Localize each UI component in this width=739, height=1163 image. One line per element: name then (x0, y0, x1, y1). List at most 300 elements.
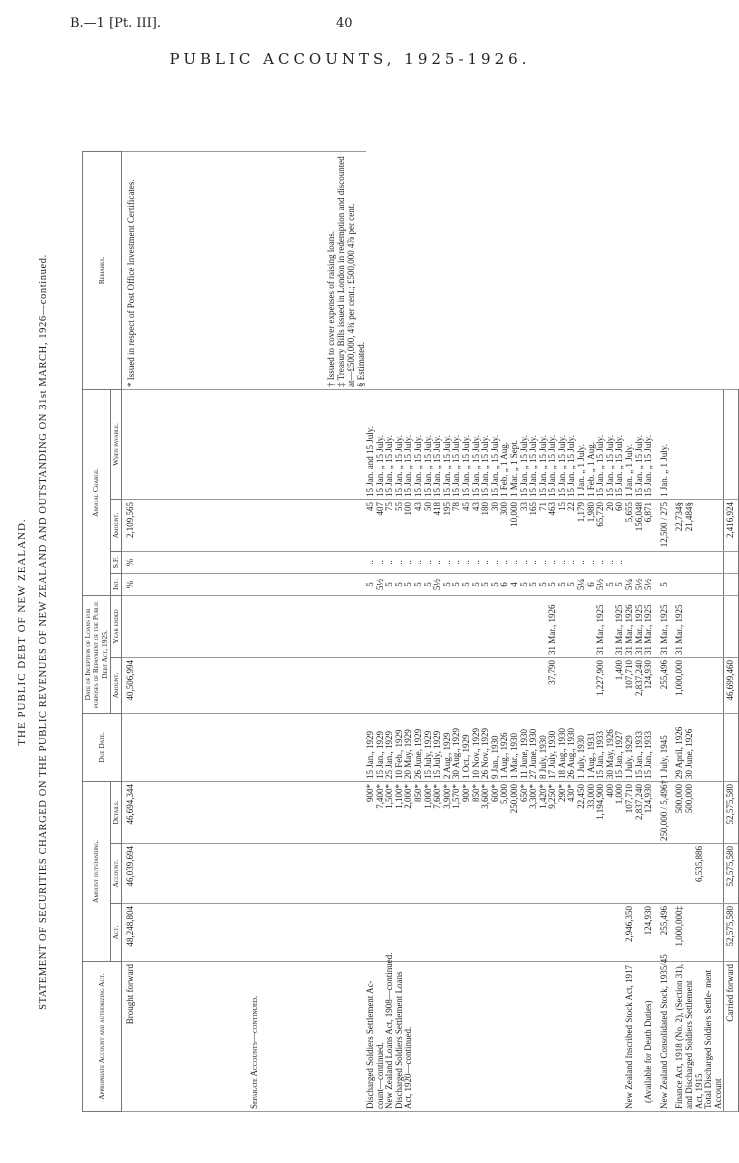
row-details: 250,000 (510, 781, 520, 843)
nz-row1-ry: 31 Mar., 1926 (625, 595, 635, 657)
detail-row (404, 151, 414, 1111)
row-account (587, 844, 597, 904)
col-annual-charge: Annual Charge. (83, 389, 111, 595)
row-due-date: 10 Nov., 1929 (472, 713, 482, 781)
row-rate: 5½ (376, 573, 386, 595)
row-due-date: 15 Jan., 1929 (376, 713, 386, 781)
row-label (462, 962, 472, 1112)
row-when-payable: 15 Jan. „ 15 July. (596, 389, 606, 499)
row-red-amount (472, 657, 482, 713)
row-red-year (529, 595, 539, 657)
row-due-date: 15 Jan., 1929 (366, 713, 376, 781)
row-when-payable: 15 Jan. „ 15 July. (567, 389, 577, 499)
row-label (481, 962, 491, 1112)
row-rate: 5 (404, 573, 414, 595)
row-label (443, 962, 453, 1112)
row-account (452, 844, 462, 904)
row-red-amount: 1,227,900 (596, 657, 606, 713)
nz-row3-rate: 5½ (644, 573, 654, 595)
detail-row (529, 151, 539, 1111)
row-sf: .. (520, 551, 530, 573)
table-subcaption: STATEMENT OF SECURITIES CHARGED ON THE PUBLIC REVENUES OF NEW ZEALAND AND OUTSTANDING ON 31st MARCH, 1926—continued. (38, 254, 49, 1010)
row-amount: 15 (558, 499, 568, 551)
row-sf: .. (404, 551, 414, 573)
brought-forward-label: Brought forward (122, 962, 246, 1112)
row-act (481, 904, 491, 962)
row-amount: 60 (615, 499, 625, 551)
row-red-year (510, 595, 520, 657)
row-label (491, 962, 501, 1112)
bf-amount: 2,109,565 (122, 499, 246, 551)
row-details: 850* (472, 781, 482, 843)
row-label (424, 962, 434, 1112)
carried-forward-row (724, 151, 739, 1111)
detail-row (596, 151, 606, 1111)
detail-row (567, 151, 577, 1111)
row-when-payable: 15 Jan. „ 15 July. (481, 389, 491, 499)
row-rate: 5½ (596, 573, 606, 595)
row-red-amount (376, 657, 386, 713)
row-due-date: 15 July, 1929 (424, 713, 434, 781)
consolidated-act: 255,496 (654, 904, 670, 962)
debt-table (82, 151, 739, 1112)
row-act (606, 904, 616, 962)
row-due-date: 26 Aug., 1930 (567, 713, 577, 781)
row-when-payable: 15 Jan. „ 15 July. (491, 389, 501, 499)
row-when-payable: 15 Jan. „ 15 July. (558, 389, 568, 499)
row-rate: 5 (472, 573, 482, 595)
row-amount: 43 (414, 499, 424, 551)
detail-row (462, 151, 472, 1111)
row-red-year (366, 595, 376, 657)
row-red-amount (395, 657, 405, 713)
row-due-date: 1 July, 1930 (577, 713, 587, 781)
row-red-year (567, 595, 577, 657)
row-account (548, 844, 558, 904)
consolidated-amount: 12,500 / 275 (654, 499, 670, 551)
detail-row (433, 151, 443, 1111)
nz-row1-details: 107,710 (625, 781, 635, 843)
row-account (529, 844, 539, 904)
row-details: 1,194,900 (596, 781, 606, 843)
row-sf: .. (500, 551, 510, 573)
row-act (452, 904, 462, 962)
row-amount: 463 (548, 499, 558, 551)
row-red-amount (500, 657, 510, 713)
row-due-date: 15 July, 1929 (433, 713, 443, 781)
row-label (558, 962, 568, 1112)
row-details: 3,900* (443, 781, 453, 843)
nz-row1-due: 1 July, 1929 (625, 713, 635, 781)
row-red-amount (404, 657, 414, 713)
row-red-year (462, 595, 472, 657)
row-red-year: 31 Mar., 1926 (548, 595, 558, 657)
row-amount: 71 (539, 499, 549, 551)
row-label (596, 962, 606, 1112)
row-act (500, 904, 510, 962)
row-details: 5,000 (500, 781, 510, 843)
col-red-amount: Amount. (110, 657, 121, 713)
row-details: 3,600* (481, 781, 491, 843)
col-due-date: Due Date. (83, 713, 122, 781)
row-label (577, 962, 587, 1112)
row-rate: 5 (481, 573, 491, 595)
row-due-date: 9 Jan., 1930 (491, 713, 501, 781)
row-act (472, 904, 482, 962)
row-label (510, 962, 520, 1112)
section-heading: Separate Accounts—continued. (246, 962, 366, 1112)
row-details: 1,000 (615, 781, 625, 843)
detail-row (491, 151, 501, 1111)
row-due-date: 10 Feb., 1929 (395, 713, 405, 781)
row-sf: .. (606, 551, 616, 573)
row-account (510, 844, 520, 904)
row-rate: 5 (548, 573, 558, 595)
finance-amount: 22,734§ 21,484§ (669, 499, 723, 551)
row-amount: 33 (520, 499, 530, 551)
row-when-payable: 15 Jan. and 15 July. (366, 389, 376, 499)
row-act (587, 904, 597, 962)
nz-row2-due: 15 Jan., 1933 (635, 713, 645, 781)
row-when-payable: 1 Feb. „ 1 Aug. (587, 389, 597, 499)
row-rate: 5 (529, 573, 539, 595)
bf-red-amount: 40,506,994 (122, 657, 246, 713)
row-account (424, 844, 434, 904)
col-int: Int. (110, 573, 121, 595)
nz-row3-amount: 6,871 (644, 499, 654, 551)
row-red-amount (510, 657, 520, 713)
row-details: 33,000 (587, 781, 597, 843)
row-red-amount (558, 657, 568, 713)
nz-row2-amount: 156,048 (635, 499, 645, 551)
row-due-date: 15 Jan., 1933 (596, 713, 606, 781)
row-when-payable: 15 Jan. „ 15 July. (414, 389, 424, 499)
row-label (529, 962, 539, 1112)
row-details: 9,250* (548, 781, 558, 843)
row-due-date: 15 Jan., 1927 (615, 713, 625, 781)
nz-row2-rate: 5½ (635, 573, 645, 595)
row-due-date: 1 Mar., 1930 (510, 713, 520, 781)
row-account (567, 844, 577, 904)
row-amount: 45 (366, 499, 376, 551)
row-rate: 5 (385, 573, 395, 595)
row-due-date: 1 Oct., 1929 (462, 713, 472, 781)
row-act (395, 904, 405, 962)
row-due-date: 20 May, 1929 (404, 713, 414, 781)
row-act (577, 904, 587, 962)
nz-inscribed-label: New Zealand Inscribed Stock Act, 1917 (625, 962, 635, 1112)
row-rate: 5 (558, 573, 568, 595)
detail-row (395, 151, 405, 1111)
row-label (472, 962, 482, 1112)
row-due-date: 17 July, 1930 (548, 713, 558, 781)
row-red-year (577, 595, 587, 657)
row-red-amount: 1,400 (615, 657, 625, 713)
row-account (443, 844, 453, 904)
row-red-year: 31 Mar., 1925 (615, 595, 625, 657)
row-rate: 5 (491, 573, 501, 595)
nz-inscribed-act: 2,946,350 (625, 904, 635, 962)
row-sf: .. (414, 551, 424, 573)
col-details: Details. (110, 781, 121, 843)
bf-account: 46,039,694 (122, 844, 246, 904)
row-when-payable: 15 Jan. „ 15 July. (520, 389, 530, 499)
row-details: 1,000* (424, 781, 434, 843)
row-red-year (481, 595, 491, 657)
consolidated-when: 1 Jan. „ 1 July. (654, 389, 670, 499)
row-due-date: 11 June, 1930 (520, 713, 530, 781)
row-amount: 55 (395, 499, 405, 551)
row-label (587, 962, 597, 1112)
row-when-payable: 15 Jan. „ 15 July. (462, 389, 472, 499)
row-red-amount (529, 657, 539, 713)
consolidated-due: 1 July, 1945 (654, 713, 670, 781)
col-amount-outstanding: Amount outstanding. (83, 781, 111, 961)
row-sf: .. (376, 551, 386, 573)
row-rate: 5 (462, 573, 472, 595)
row-details: 430* (567, 781, 577, 843)
row-amount: 407 (376, 499, 386, 551)
row-red-amount (491, 657, 501, 713)
row-account (462, 844, 472, 904)
row-account (385, 844, 395, 904)
row-when-payable: 15 Jan. „ 15 July. (433, 389, 443, 499)
page-header-left: B.—1 [Pt. III]. (70, 16, 162, 31)
row-red-amount: 37,790 (548, 657, 558, 713)
row-red-year (376, 595, 386, 657)
detail-row (385, 151, 395, 1111)
row-act (596, 904, 606, 962)
row-rate: 6 (500, 573, 510, 595)
row-act (520, 904, 530, 962)
consolidated-rate: 5 (654, 573, 670, 595)
row-act (443, 904, 453, 962)
row-red-year (424, 595, 434, 657)
row-red-year (433, 595, 443, 657)
row-account (558, 844, 568, 904)
row-when-payable: 15 Jan. „ 15 July. (529, 389, 539, 499)
row-account (615, 844, 625, 904)
row-when-payable: 1 Jan. „ 1 July. (577, 389, 587, 499)
row-label: Discharged Soldiers Settlement Loans (395, 962, 405, 1112)
nz-row3-details: 124,930 (644, 781, 654, 843)
row-red-year (491, 595, 501, 657)
row-when-payable: 15 Jan. „ 15 July. (376, 389, 386, 499)
cf-account: 52,575,580 (724, 844, 739, 904)
row-act (414, 904, 424, 962)
row-rate: 5 (615, 573, 625, 595)
row-sf: .. (443, 551, 453, 573)
row-when-payable: 1 Feb. „ 1 Aug. (500, 389, 510, 499)
row-account (395, 844, 405, 904)
row-red-amount (452, 657, 462, 713)
row-sf: .. (558, 551, 568, 573)
row-when-payable: 15 Jan. „ 15 July. (424, 389, 434, 499)
row-sf: .. (385, 551, 395, 573)
row-due-date: 30 Aug., 1929 (452, 713, 462, 781)
remark-post-office: * Issued in respect of Post Office Investment Certificates. (126, 179, 136, 387)
row-sf: .. (491, 551, 501, 573)
row-red-year: 31 Mar., 1925 (596, 595, 606, 657)
detail-row (443, 151, 453, 1111)
col-act: Appropriate Account and authorizing Act. (83, 962, 122, 1112)
col-when-payable: When payable. (110, 389, 121, 499)
finance-act: 1,000,000‡ (669, 904, 723, 962)
row-when-payable: 15 Jan. „ 15 July. (452, 389, 462, 499)
row-due-date: 27 June, 1930 (529, 713, 539, 781)
row-when-payable: 15 Jan. „ 15 July. (385, 389, 395, 499)
nz-row3-when: 15 Jan. „ 15 July. (644, 389, 654, 499)
row-account (481, 844, 491, 904)
row-label: Act, 1920—continued. (404, 962, 414, 1112)
nz-row2-when: 15 Jan. „ 15 July. (635, 389, 645, 499)
finance-ra: 1,000,000 (669, 657, 723, 713)
bf-details: 46,694,344 (122, 781, 246, 843)
detail-row (520, 151, 530, 1111)
bf-act: 48,248,804 (122, 904, 246, 962)
row-when-payable: 15 Jan. „ 15 July. (395, 389, 405, 499)
row-sf: .. (567, 551, 577, 573)
row-label (606, 962, 616, 1112)
nz-row3-ry: 31 Mar., 1925 (644, 595, 654, 657)
row-red-year (452, 595, 462, 657)
col-act-sub: Act. (110, 904, 121, 962)
row-label (520, 962, 530, 1112)
row-rate: 5 (443, 573, 453, 595)
row-act (548, 904, 558, 962)
row-rate: 5 (539, 573, 549, 595)
row-sf: .. (433, 551, 443, 573)
detail-row (577, 151, 587, 1111)
row-rate: 5 (414, 573, 424, 595)
row-red-year (414, 595, 424, 657)
row-when-payable: 1 Mar. „ 1 Sept. (510, 389, 520, 499)
row-amount: 300 (500, 499, 510, 551)
row-when-payable: 15 Jan. „ 15 July. (615, 389, 625, 499)
row-amount: 75 (385, 499, 395, 551)
row-amount: 78 (452, 499, 462, 551)
detail-row (366, 151, 376, 1111)
row-when-payable: 15 Jan. „ 15 July. (404, 389, 414, 499)
row-amount: 418 (433, 499, 443, 551)
row-account (500, 844, 510, 904)
page-number: 40 (336, 16, 353, 31)
row-details: 1,570* (452, 781, 462, 843)
row-sf: .. (424, 551, 434, 573)
consolidated-details: 250,000 / 5,496† (654, 781, 670, 843)
row-red-year (385, 595, 395, 657)
row-due-date: 1 Aug., 1931 (587, 713, 597, 781)
consolidated-row (654, 151, 670, 1111)
row-act (462, 904, 472, 962)
detail-row (472, 151, 482, 1111)
row-red-year (395, 595, 405, 657)
row-label (414, 962, 424, 1112)
row-when-payable: 15 Jan. „ 15 July. (539, 389, 549, 499)
row-act (366, 904, 376, 962)
row-account (433, 844, 443, 904)
row-label (433, 962, 443, 1112)
row-rate: 5¼ (577, 573, 587, 595)
row-sf: .. (472, 551, 482, 573)
row-when-payable: 15 Jan. „ 15 July. (472, 389, 482, 499)
row-amount: 195 (443, 499, 453, 551)
col-account: Account. (110, 844, 121, 904)
nz-row1-when: 1 Jan. „ 1 July. (625, 389, 635, 499)
death-duties-label: (Available for Death Duties) (644, 962, 654, 1112)
row-red-amount (567, 657, 577, 713)
row-due-date: 8 July, 1930 (539, 713, 549, 781)
row-sf: .. (548, 551, 558, 573)
row-red-amount (424, 657, 434, 713)
consolidated-ry: 31 Mar., 1925 (654, 595, 670, 657)
row-amount: 45 (462, 499, 472, 551)
nz-row3-due: 15 Jan., 1933 (644, 713, 654, 781)
row-when-payable: 15 Jan. „ 15 July. (548, 389, 558, 499)
row-label (567, 962, 577, 1112)
row-due-date: 1 Aug., 1926 (500, 713, 510, 781)
cf-amount: 2,416,924 (724, 499, 739, 551)
row-details: 7,600* (433, 781, 443, 843)
remark-treasury-bills: ‡ Treasury Bills issued in London in redemption and discounted at—£500,000, 4¾ per cent.; £500,000 4⅞ per cent. (336, 156, 356, 387)
consolidated-label: New Zealand Consolidated Stock, 1935/45 (654, 962, 670, 1112)
row-due-date: 30 May, 1926 (606, 713, 616, 781)
row-account (520, 844, 530, 904)
row-when-payable: 15 Jan. „ 15 July. (443, 389, 453, 499)
nz-row3-ra: 124,930 (644, 657, 654, 713)
remark-expenses: † Issued to cover expenses of raising loans. (326, 230, 336, 387)
cf-act: 52,575,580 (724, 904, 739, 962)
consolidated-ra: 255,496 (654, 657, 670, 713)
finance-details: 500,000 500,000 (669, 781, 723, 843)
row-red-amount (433, 657, 443, 713)
row-due-date: 25 Jan., 1929 (385, 713, 395, 781)
row-amount: 43 (472, 499, 482, 551)
col-remarks: Remarks. (83, 151, 122, 389)
row-red-year (472, 595, 482, 657)
nz-row1-rate: 5¼ (625, 573, 635, 595)
row-act (529, 904, 539, 962)
row-amount: 100 (404, 499, 414, 551)
row-account (606, 844, 616, 904)
row-label (452, 962, 462, 1112)
row-amount: 20 (606, 499, 616, 551)
row-amount: 1,980 (587, 499, 597, 551)
row-label (539, 962, 549, 1112)
row-amount: 30 (491, 499, 501, 551)
death-duties-act: 124,930 (644, 904, 654, 962)
row-sf: .. (577, 551, 587, 573)
row-rate: 5 (395, 573, 405, 595)
row-amount: 50 (424, 499, 434, 551)
row-sf: .. (395, 551, 405, 573)
page-title: PUBLIC ACCOUNTS, 1925-1926. (169, 50, 531, 68)
bf-int: % (122, 573, 246, 595)
row-act (539, 904, 549, 962)
row-rate: 5 (520, 573, 530, 595)
row-act (433, 904, 443, 962)
row-red-amount (414, 657, 424, 713)
row-details: 1,420* (539, 781, 549, 843)
col-sf: S.F. (110, 551, 121, 573)
row-details: 7,400* (376, 781, 386, 843)
row-details: 650* (520, 781, 530, 843)
finance-account: 6,535,886 (669, 844, 723, 904)
row-details: 600* (491, 781, 501, 843)
row-details: 400 (606, 781, 616, 843)
nz-row1-amount: 5,655 (625, 499, 635, 551)
row-account (414, 844, 424, 904)
